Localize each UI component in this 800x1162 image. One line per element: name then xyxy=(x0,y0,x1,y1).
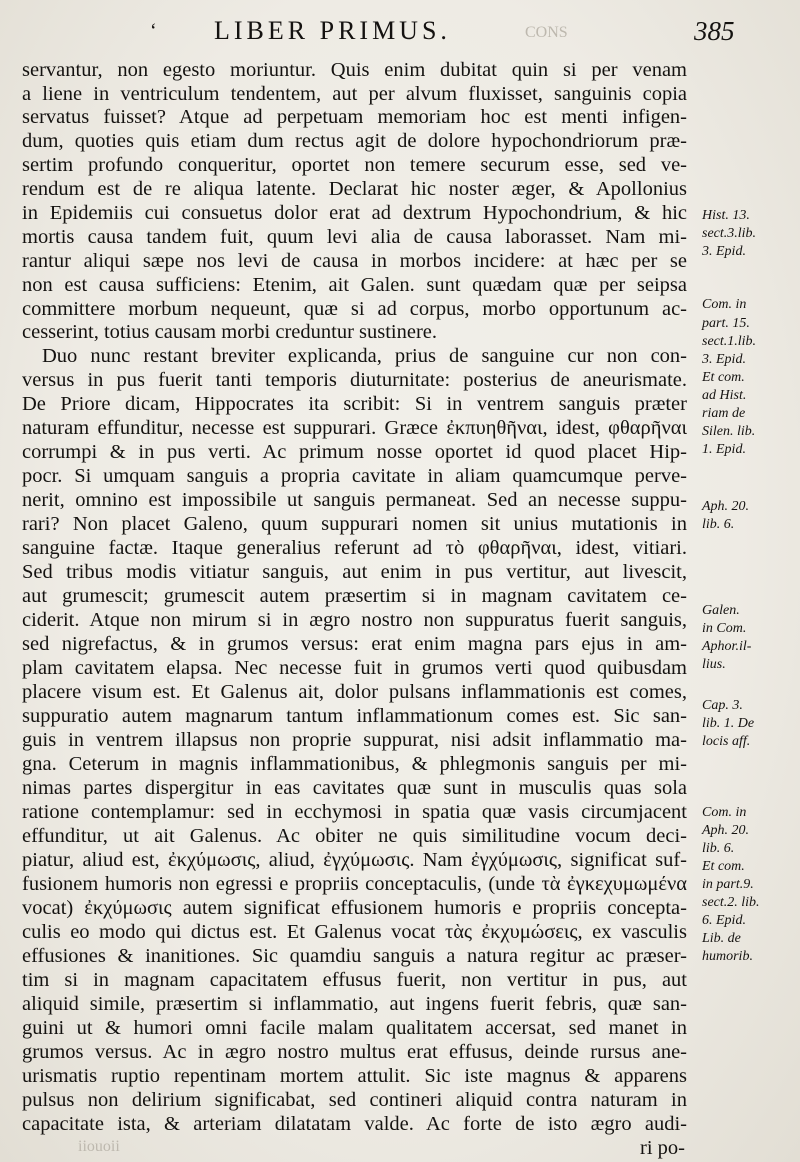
text-line: dum, quoties quis etiam dum rectus agit de dolore hypochondriorum præ- xyxy=(22,130,687,152)
bleed-through-text: CONS xyxy=(525,24,568,41)
text-line: guini ut & humori omni facile malam qualitatem accersat, sed manet in xyxy=(22,1017,687,1039)
text-line: a liene in ventriculum tendentem, aut per alvum fluxisset, sanguinis copia xyxy=(22,83,687,105)
margin-note: lib. 6. xyxy=(702,517,735,532)
text-line: in Epidemiis cui consuetus dolor erat ad dextrum Hypochondrium, & hic xyxy=(22,202,687,224)
text-line: gna. Ceterum in magnis inflammationibus, & phlegmonis sanguis per mi- xyxy=(22,753,687,775)
margin-note: locis aff. xyxy=(702,734,751,749)
page-marker: ‘ xyxy=(150,20,157,42)
margin-note: Silen. lib. xyxy=(702,424,756,439)
margin-note: Com. in xyxy=(702,805,747,820)
margin-note: 3. Epid. xyxy=(702,244,746,259)
text-line: Duo nunc restant breviter explicanda, prius de sanguine cur non con- xyxy=(42,345,687,367)
text-line: cesserint, totius causam morbi creduntur sustinere. xyxy=(22,321,438,343)
text-line: non est causa sufficiens: Etenim, ait Galen. sunt quædam quæ per seipsa xyxy=(22,274,687,296)
margin-note: humorib. xyxy=(702,949,753,964)
text-line: guis in ventrem illapsus non proprie suppurat, nisi adsit inflammatio ma- xyxy=(22,729,687,751)
margin-note: ad Hist. xyxy=(702,388,747,403)
text-line: fusionem humoris non egressi e propriis conceptaculis, (unde τὰ ἐγκεχυμωμένα xyxy=(22,873,687,895)
text-line: sertim profundo conqueritur, oportet non temere securum esse, sed ve- xyxy=(22,154,687,176)
text-line: pocr. Si umquam sanguis a propria cavitate in aliam quamcumque perve- xyxy=(22,465,687,487)
text-line: rendum est de re aliqua latente. Declarat hic noster æger, & Apollonius xyxy=(22,178,687,200)
margin-note: riam de xyxy=(702,406,746,421)
text-line: plam cavitatem elapsa. Nec necesse fuit in grumos verti quod quibusdam xyxy=(22,657,687,679)
margin-note: lib. 1. De xyxy=(702,716,755,731)
margin-note: Lib. de xyxy=(702,931,741,946)
page-header xyxy=(0,14,800,54)
margin-note: lius. xyxy=(702,657,726,672)
bleed-through-bottom: iiouoii xyxy=(78,1138,120,1155)
page-number: 385 xyxy=(694,16,735,46)
margin-note: in Com. xyxy=(702,621,747,636)
margin-note: 1. Epid. xyxy=(702,442,746,457)
margin-note: Galen. xyxy=(702,603,740,618)
text-line: sed nigrefactus, & in grumos versus: erat enim magna pars ejus in am- xyxy=(22,633,687,655)
text-line: rari? Non placet Galeno, quum suppurari nomen sit unius mutationis in xyxy=(22,513,687,535)
text-line: servantur, non egesto moriuntur. Quis enim dubitat quin si per venam xyxy=(22,59,687,81)
margin-note: sect.3.lib. xyxy=(702,226,757,241)
text-line: tim si in magnam capacitatem effusus fuerit, non vertitur in pus, aut xyxy=(22,969,687,991)
text-line: De Priore dicam, Hippocrates ita scribit: Si in ventrem sanguis præter xyxy=(22,393,687,415)
text-line: aliquid simile, præsertim si inflammatio, aut ingens fuerit febris, quæ san- xyxy=(22,993,687,1015)
text-line: ciderit. Atque non mirum si in ægro nostro non suppuratus fuerit sanguis, xyxy=(22,609,687,631)
margin-note: Et com. xyxy=(702,859,745,874)
margin-note: lib. 6. xyxy=(702,841,735,856)
text-line: culis eo modo qui dictus est. Et Galenus vocat τὰς ἐκχυμώσεις, ex vasculis xyxy=(22,921,687,943)
running-head: LIBER PRIMUS. xyxy=(214,16,451,45)
text-line: suppuratio autem magnarum tantum inflammationum comes est. Sic san- xyxy=(22,705,687,727)
text-line: naturam effunditur, necesse est suppurari. Græce ἐκπυηθῆναι, idest, φθαρῆναι xyxy=(22,417,687,439)
text-line: ri po- xyxy=(640,1137,685,1159)
text-line: servatus fuisset? Atque ad perpetuam memoriam hoc est menti infigen- xyxy=(22,106,687,128)
text-line: aut grumescit; grumescit autem præsertim si in magnam cavitatem ce- xyxy=(22,585,687,607)
margin-note: sect.1.lib. xyxy=(702,334,757,349)
margin-note: Aphor.il- xyxy=(702,639,752,654)
text-line: Sed tribus modis vitiatur sanguis, aut enim in pus vertitur, aut livescit, xyxy=(22,561,687,583)
text-line: capacitate ista, & arteriam dilatatam valde. Ac forte de isto ægro audi- xyxy=(22,1113,687,1135)
text-line: corrumpi & in pus verti. Ac primum nosse oportet id quod placet Hip- xyxy=(22,441,687,463)
margin-note: Aph. 20. xyxy=(702,499,750,514)
text-line: urismatis ruptio repentinam mortem attulit. Sic iste magnus & apparens xyxy=(22,1065,687,1087)
text-line: vocat) ἐκχύμωσις autem significat effusionem humoris e propriis concepta- xyxy=(22,897,687,919)
margin-note: 6. Epid. xyxy=(702,913,746,928)
text-line: mortis causa tandem fuit, quum levi alia de causa laborasset. Nam mi- xyxy=(22,226,687,248)
margin-note: Et com. xyxy=(702,370,745,385)
margin-note: in part.9. xyxy=(702,877,754,892)
text-line: versus in pus fuerit tanti temporis diuturnitate: posterius de aneurismate. xyxy=(22,369,687,391)
text-line: committere morbum nequeunt, quæ si ad corpus, morbo opportunum ac- xyxy=(22,298,687,320)
text-line: effunditur, ut ait Galenus. Ac obiter ne quis similitudine vocum deci- xyxy=(22,825,687,847)
text-line: nerit, omnino est impossibile ut sanguis permaneat. Sed an necesse suppu- xyxy=(22,489,687,511)
margin-note: part. 15. xyxy=(702,316,750,331)
margin-note: Cap. 3. xyxy=(702,698,743,713)
text-line: sanguine factæ. Itaque generalius referunt ad τὸ φθαρῆναι, idest, vitiari. xyxy=(22,537,687,559)
margin-note: 3. Epid. xyxy=(702,352,746,367)
text-line: effusiones & inanitiones. Sic quamdiu sanguis a natura regitur ac præser- xyxy=(22,945,687,967)
margin-note: Com. in xyxy=(702,297,747,312)
text-line: ratione contemplamur: sed in ecchymosi in spatia quæ vasis circumjacent xyxy=(22,801,687,823)
text-line: piatur, aliud est, ἐκχύμωσις, aliud, ἐγχύμωσις. Nam ἐγχύμωσις, significat suf- xyxy=(22,849,687,871)
text-line: placere visum est. Et Galenus ait, dolor pulsans inflammationis est comes, xyxy=(22,681,687,703)
text-line: pulsus non delirium significabat, sed contineri aliquid contra naturam in xyxy=(22,1089,687,1111)
margin-note: Aph. 20. xyxy=(702,823,750,838)
text-line: rantur aliqui sæpe nos levi de causa in morbos incidere: at hæc per se xyxy=(22,250,687,272)
margin-note: Hist. 13. xyxy=(702,208,750,223)
text-line: grumos versus. Ac in ægro nostro multus erat effusus, deinde rursus ane- xyxy=(22,1041,687,1063)
text-line: nimas partes dispergitur in eas cavitates quæ sunt in musculis quas sola xyxy=(22,777,687,799)
margin-note: sect.2. lib. xyxy=(702,895,760,910)
